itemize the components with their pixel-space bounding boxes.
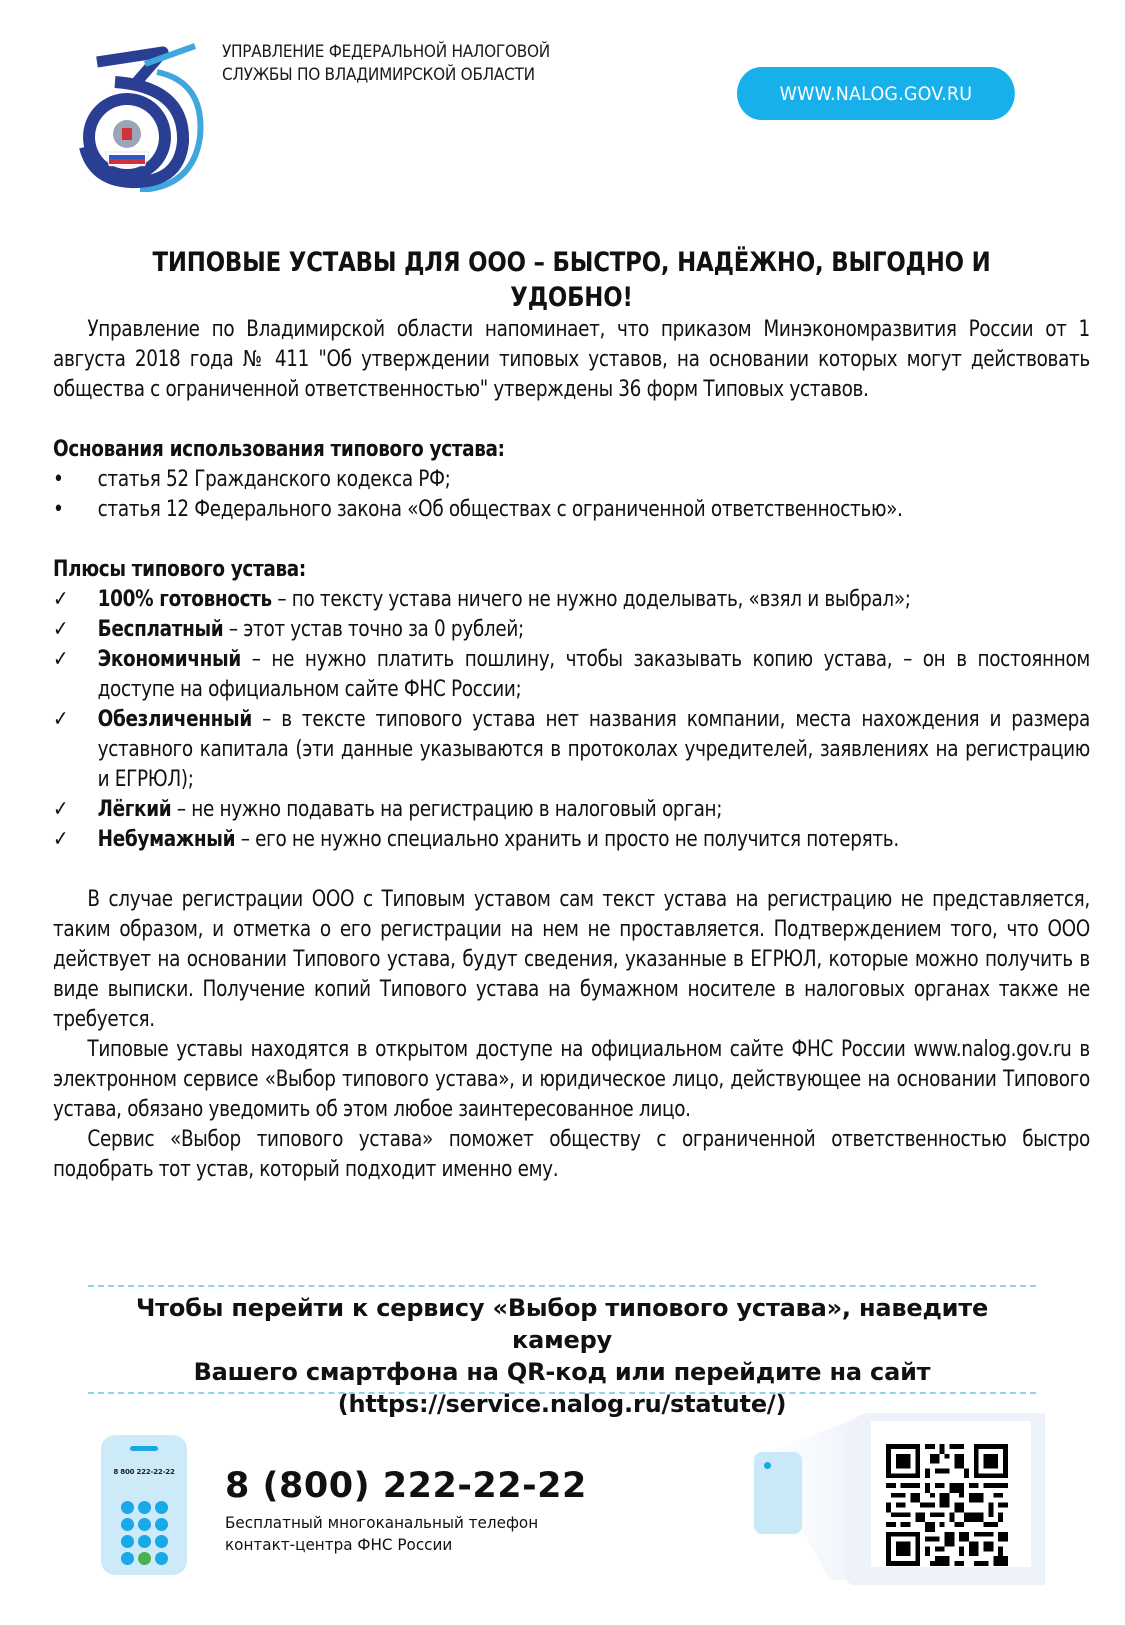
statute-service-link[interactable]: (https://service.nalog.ru/statute/)	[337, 1390, 787, 1418]
plus-list-item	[53, 615, 1090, 645]
intro-paragraph: Управление по Владимирской области напоминает, что приказом Минэкономразвития России от 1 августа 2018 года № 411 "Об утверждении типовых уставов, на основании которых могут действовать общества с ограниченной ответственностью" утверждены 36 форм Типовых уставов.	[53, 317, 1090, 402]
org-name-line2: СЛУЖБЫ ПО ВЛАДИМИРСКОЙ ОБЛАСТИ	[222, 65, 535, 85]
qr-call-to-action	[88, 1292, 1036, 1420]
nalog-website-button[interactable]: WWW.NALOG.GOV.RU	[737, 67, 1015, 120]
phone-speaker	[130, 1446, 158, 1451]
plus-term: Бесплатный	[97, 617, 224, 642]
pluses-heading: Плюсы типового устава:	[53, 557, 306, 582]
plus-text: – не нужно платить пошлину, чтобы заказывать копию устава, – он в постоянном доступе на официальном сайте ФНС России;	[97, 647, 1090, 702]
camera-dot	[764, 1462, 771, 1469]
plus-text: – по тексту устава ничего не нужно доделывать, «взял и выбрал»;	[271, 587, 911, 612]
phone-icon	[101, 1435, 187, 1575]
cta-line2: Вашего смартфона на QR-код или перейдите на сайт	[193, 1358, 931, 1386]
plus-text: – не нужно подавать на регистрацию в налоговый орган;	[171, 797, 723, 822]
service-paragraph: Сервис «Выбор типового устава» поможет обществу с ограниченной ответственностью быстро подобрать тот устав, который подходит именно ему.	[53, 1127, 1090, 1182]
cta-line1: Чтобы перейти к сервису «Выбор типового устава», наведите камеру	[135, 1294, 989, 1354]
access-paragraph: Типовые уставы находятся в открытом доступе на официальном сайте ФНС России www.nalog.gov.ru в электронном сервисе «Выбор типового устава», и юридическое лицо, действующее на основании Типового устава, обязано уведомить об этом любое заинтересованное лицо.	[53, 1037, 1090, 1122]
plus-text: – в тексте типового устава нет названия компании, места нахождения и размера уставного капитала (эти данные указываются в протоколах учредителей, заявлениях на регистрацию и ЕГРЮЛ);	[97, 707, 1090, 792]
plus-list-item	[53, 645, 1090, 705]
keypad-icon	[121, 1501, 169, 1565]
checkmark-icon: ✓	[53, 647, 69, 672]
grounds-heading: Основания использования типового устава:	[53, 437, 505, 462]
fns-35-logo	[75, 42, 205, 192]
hotline-phone-number[interactable]: 8 (800) 222-22-22	[225, 1466, 587, 1506]
divider-bottom	[88, 1392, 1036, 1394]
checkmark-icon: ✓	[53, 827, 69, 852]
hotline-caption: Бесплатный многоканальный телефон контакт-центра ФНС России	[225, 1513, 539, 1554]
article-title: ТИПОВЫЕ УСТАВЫ ДЛЯ ООО – БЫСТРО, НАДЁЖНО, ВЫГОДНО И УДОБНО!	[152, 247, 991, 313]
checkmark-icon: ✓	[53, 707, 69, 732]
plus-list-item	[53, 705, 1090, 795]
grounds-list-item: • статья 12 Федерального закона «Об обществах с ограниченной ответственностью».	[53, 495, 1090, 525]
plus-term: Лёгкий	[97, 797, 172, 822]
article	[53, 245, 1090, 1185]
bullet-icon: •	[53, 467, 64, 492]
plus-list-item	[53, 825, 1090, 855]
plus-term: Экономичный	[97, 647, 241, 672]
plus-text: – его не нужно специально хранить и просто не получится потерять.	[235, 827, 899, 852]
plus-term: Небумажный	[97, 827, 236, 852]
qr-code-icon[interactable]	[886, 1444, 1008, 1566]
checkmark-icon: ✓	[53, 617, 69, 642]
registration-paragraph: В случае регистрации ООО с Типовым уставом сам текст устава на регистрацию не представляется, таким образом, и отметка о его регистрации на нем не проставляется. Подтверждением того, что ООО действует на основании Типового устава, будут сведения, указанные в ЕГРЮЛ, которые можно получить в виде выписки. Получение копий Типового устава на бумажном носителе в налоговых органах также не требуется.	[53, 887, 1090, 1032]
scanning-phone-icon	[754, 1452, 802, 1534]
checkmark-icon: ✓	[53, 797, 69, 822]
plus-term: 100% готовность	[97, 587, 272, 612]
plus-text: – этот устав точно за 0 рублей;	[223, 617, 524, 642]
bullet-icon: •	[53, 497, 64, 522]
organization-name	[222, 41, 550, 87]
org-name-line1: УПРАВЛЕНИЕ ФЕДЕРАЛЬНОЙ НАЛОГОВОЙ	[222, 42, 550, 62]
plus-term: Обезличенный	[97, 707, 252, 732]
plus-list-item	[53, 795, 1090, 825]
plus-list-item	[53, 585, 1090, 615]
phone-icon-number: 8 800 222-22-22	[113, 1468, 175, 1476]
grounds-list-item: • статья 52 Гражданского кодекса РФ;	[53, 465, 1090, 495]
checkmark-icon: ✓	[53, 587, 69, 612]
divider-top	[88, 1285, 1036, 1287]
